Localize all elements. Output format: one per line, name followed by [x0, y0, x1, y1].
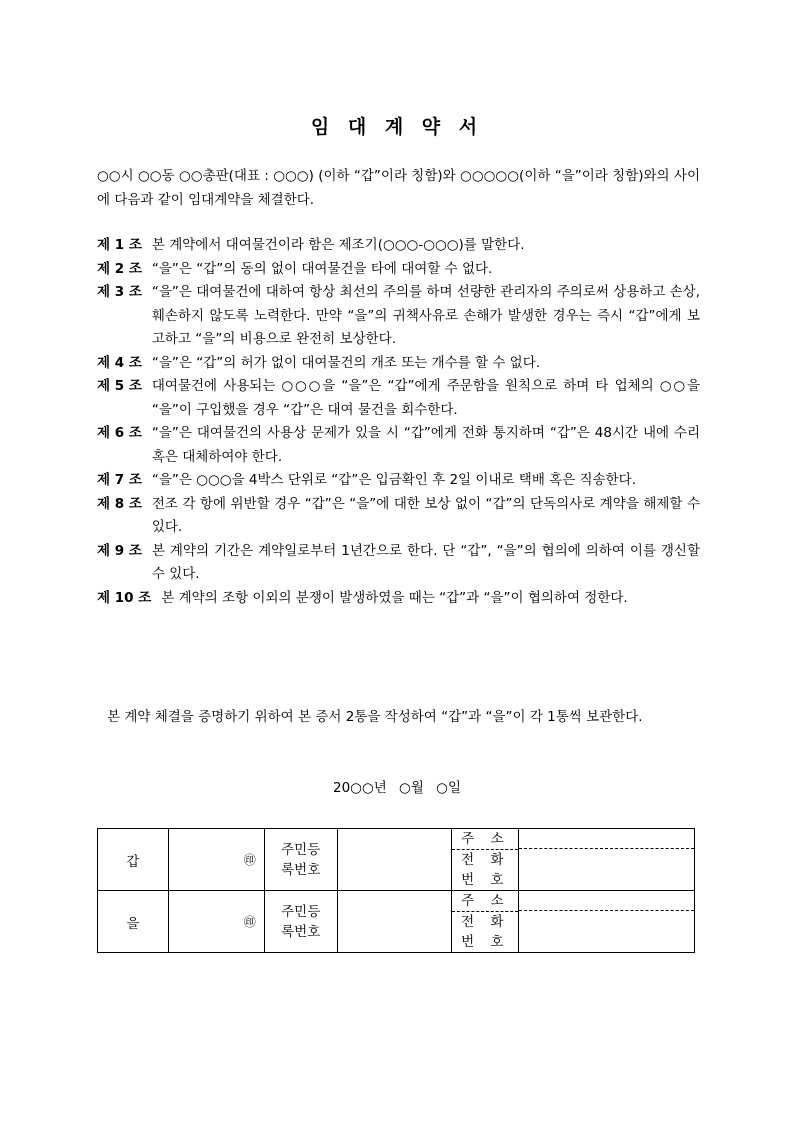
- article-text: 대여물건에 사용되는 ○○○을 “을”은 “갑”에게 주문함을 원칙으로 하며 타 업체의 ○○을 “을”이 구입했을 경우 “갑”은 대여 물건을 회수한다.: [151, 378, 700, 418]
- resident-number-label: [264, 891, 337, 953]
- dashed-divider: [519, 910, 694, 911]
- party-label: 을: [98, 891, 169, 953]
- article-item: [97, 540, 700, 587]
- article-text: “을”은 대여물건의 사용상 문제가 있을 시 “갑”에게 전화 통지하며 “갑”은 48시간 내에 수리 혹은 대체하여야 한다.: [151, 425, 700, 465]
- signature-table: [97, 828, 695, 953]
- resident-number-value[interactable]: [337, 829, 452, 891]
- article-text: “을”은 “갑”의 동의 없이 대여물건을 타에 대여할 수 없다.: [151, 260, 493, 277]
- article-item: [97, 469, 700, 493]
- article-item: [97, 281, 700, 352]
- resident-number-label-line1: 주민등: [281, 903, 321, 920]
- articles-list: [97, 234, 700, 610]
- address-phone-value[interactable]: [519, 829, 695, 891]
- address-label: 주 소: [452, 829, 518, 850]
- article-text: “을”은 대여물건에 대하여 항상 최선의 주의를 하며 선량한 관리자의 주의로써 상용하고 손상, 훼손하지 않도록 노력한다. 만약 “을”의 귀책사유로 손해가 발생한 경우는 즉시 “갑”에게 보고하고 “을”의 비용으로 완전히 보상한다.: [151, 284, 700, 347]
- dashed-divider: [519, 848, 694, 849]
- seal-mark: ㊞: [168, 891, 264, 953]
- article-item: [97, 258, 700, 282]
- article-item: [97, 352, 700, 376]
- article-text: 본 계약에서 대여물건이라 함은 제조기(○○○-○○○)를 말한다.: [151, 237, 525, 253]
- intro-paragraph: ○○시 ○○동 ○○총판(대표 : ○○○) (이하 “갑”이라 칭함)와 ○○○○○(이하 “을”이라 칭함)와의 사이에 다음과 같이 임대계약을 체결한다.: [97, 168, 700, 208]
- address-label: 주 소: [452, 891, 518, 912]
- phone-label-line1: 전 화: [461, 852, 510, 868]
- phone-label-line2: 번 호: [461, 934, 510, 950]
- article-number: 제 8 조: [97, 495, 142, 512]
- article-text: 본 계약의 기간은 계약일로부터 1년간으로 한다. 단 “갑”, “을”의 협의에 의하여 이를 갱신할 수 있다.: [151, 542, 700, 582]
- article-item: [97, 587, 700, 611]
- article-number: 제 7 조: [97, 472, 142, 488]
- article-item: [97, 422, 700, 469]
- phone-label-line1: 전 화: [461, 914, 510, 930]
- closing-paragraph: 본 계약 체결을 증명하기 위하여 본 증서 2통을 작성하여 “갑”과 “을”이 각 1통씩 보관한다.: [107, 709, 643, 725]
- resident-number-label-line1: 주민등: [281, 841, 321, 858]
- article-number: 제 4 조: [97, 354, 142, 371]
- address-phone-value[interactable]: [519, 891, 695, 953]
- resident-number-label-line2: 록번호: [281, 923, 321, 940]
- article-number: 제 9 조: [97, 542, 142, 559]
- article-number: 제 5 조: [97, 378, 142, 394]
- article-item: [97, 493, 700, 540]
- article-text: “을”은 “갑”의 허가 없이 대여물건의 개조 또는 개수를 할 수 없다.: [151, 354, 541, 371]
- article-text: 본 계약의 조항 이외의 분쟁이 발생하였을 때는 “갑”과 “을”이 협의하여 정한다.: [161, 589, 628, 606]
- article-number: 제 6 조: [97, 425, 142, 441]
- signature-row-gap: [98, 829, 695, 891]
- article-item: [97, 234, 700, 258]
- party-label: 갑: [98, 829, 169, 891]
- article-number: 제 10 조: [97, 589, 152, 606]
- address-phone-label: [452, 891, 519, 953]
- article-item: [97, 375, 700, 422]
- article-text: “을”은 ○○○을 4박스 단위로 “갑”은 입금확인 후 2일 이내로 택배 혹은 직송한다.: [151, 472, 636, 488]
- article-number: 제 1 조: [97, 237, 142, 253]
- address-phone-label: [452, 829, 519, 891]
- article-number: 제 2 조: [97, 260, 142, 277]
- contract-date: 20○○년 ○월 ○일: [332, 780, 461, 796]
- document-title: 임 대 계 약 서: [310, 116, 484, 138]
- resident-number-value[interactable]: [337, 891, 452, 953]
- resident-number-label: [264, 829, 337, 891]
- signature-row-eul: [98, 891, 695, 953]
- article-text: 전조 각 항에 위반할 경우 “갑”은 “을”에 대한 보상 없이 “갑”의 단독의사로 계약을 해제할 수 있다.: [151, 495, 700, 535]
- article-number: 제 3 조: [97, 284, 142, 300]
- resident-number-label-line2: 록번호: [281, 861, 321, 878]
- phone-label-line2: 번 호: [461, 872, 510, 888]
- seal-mark: ㊞: [168, 829, 264, 891]
